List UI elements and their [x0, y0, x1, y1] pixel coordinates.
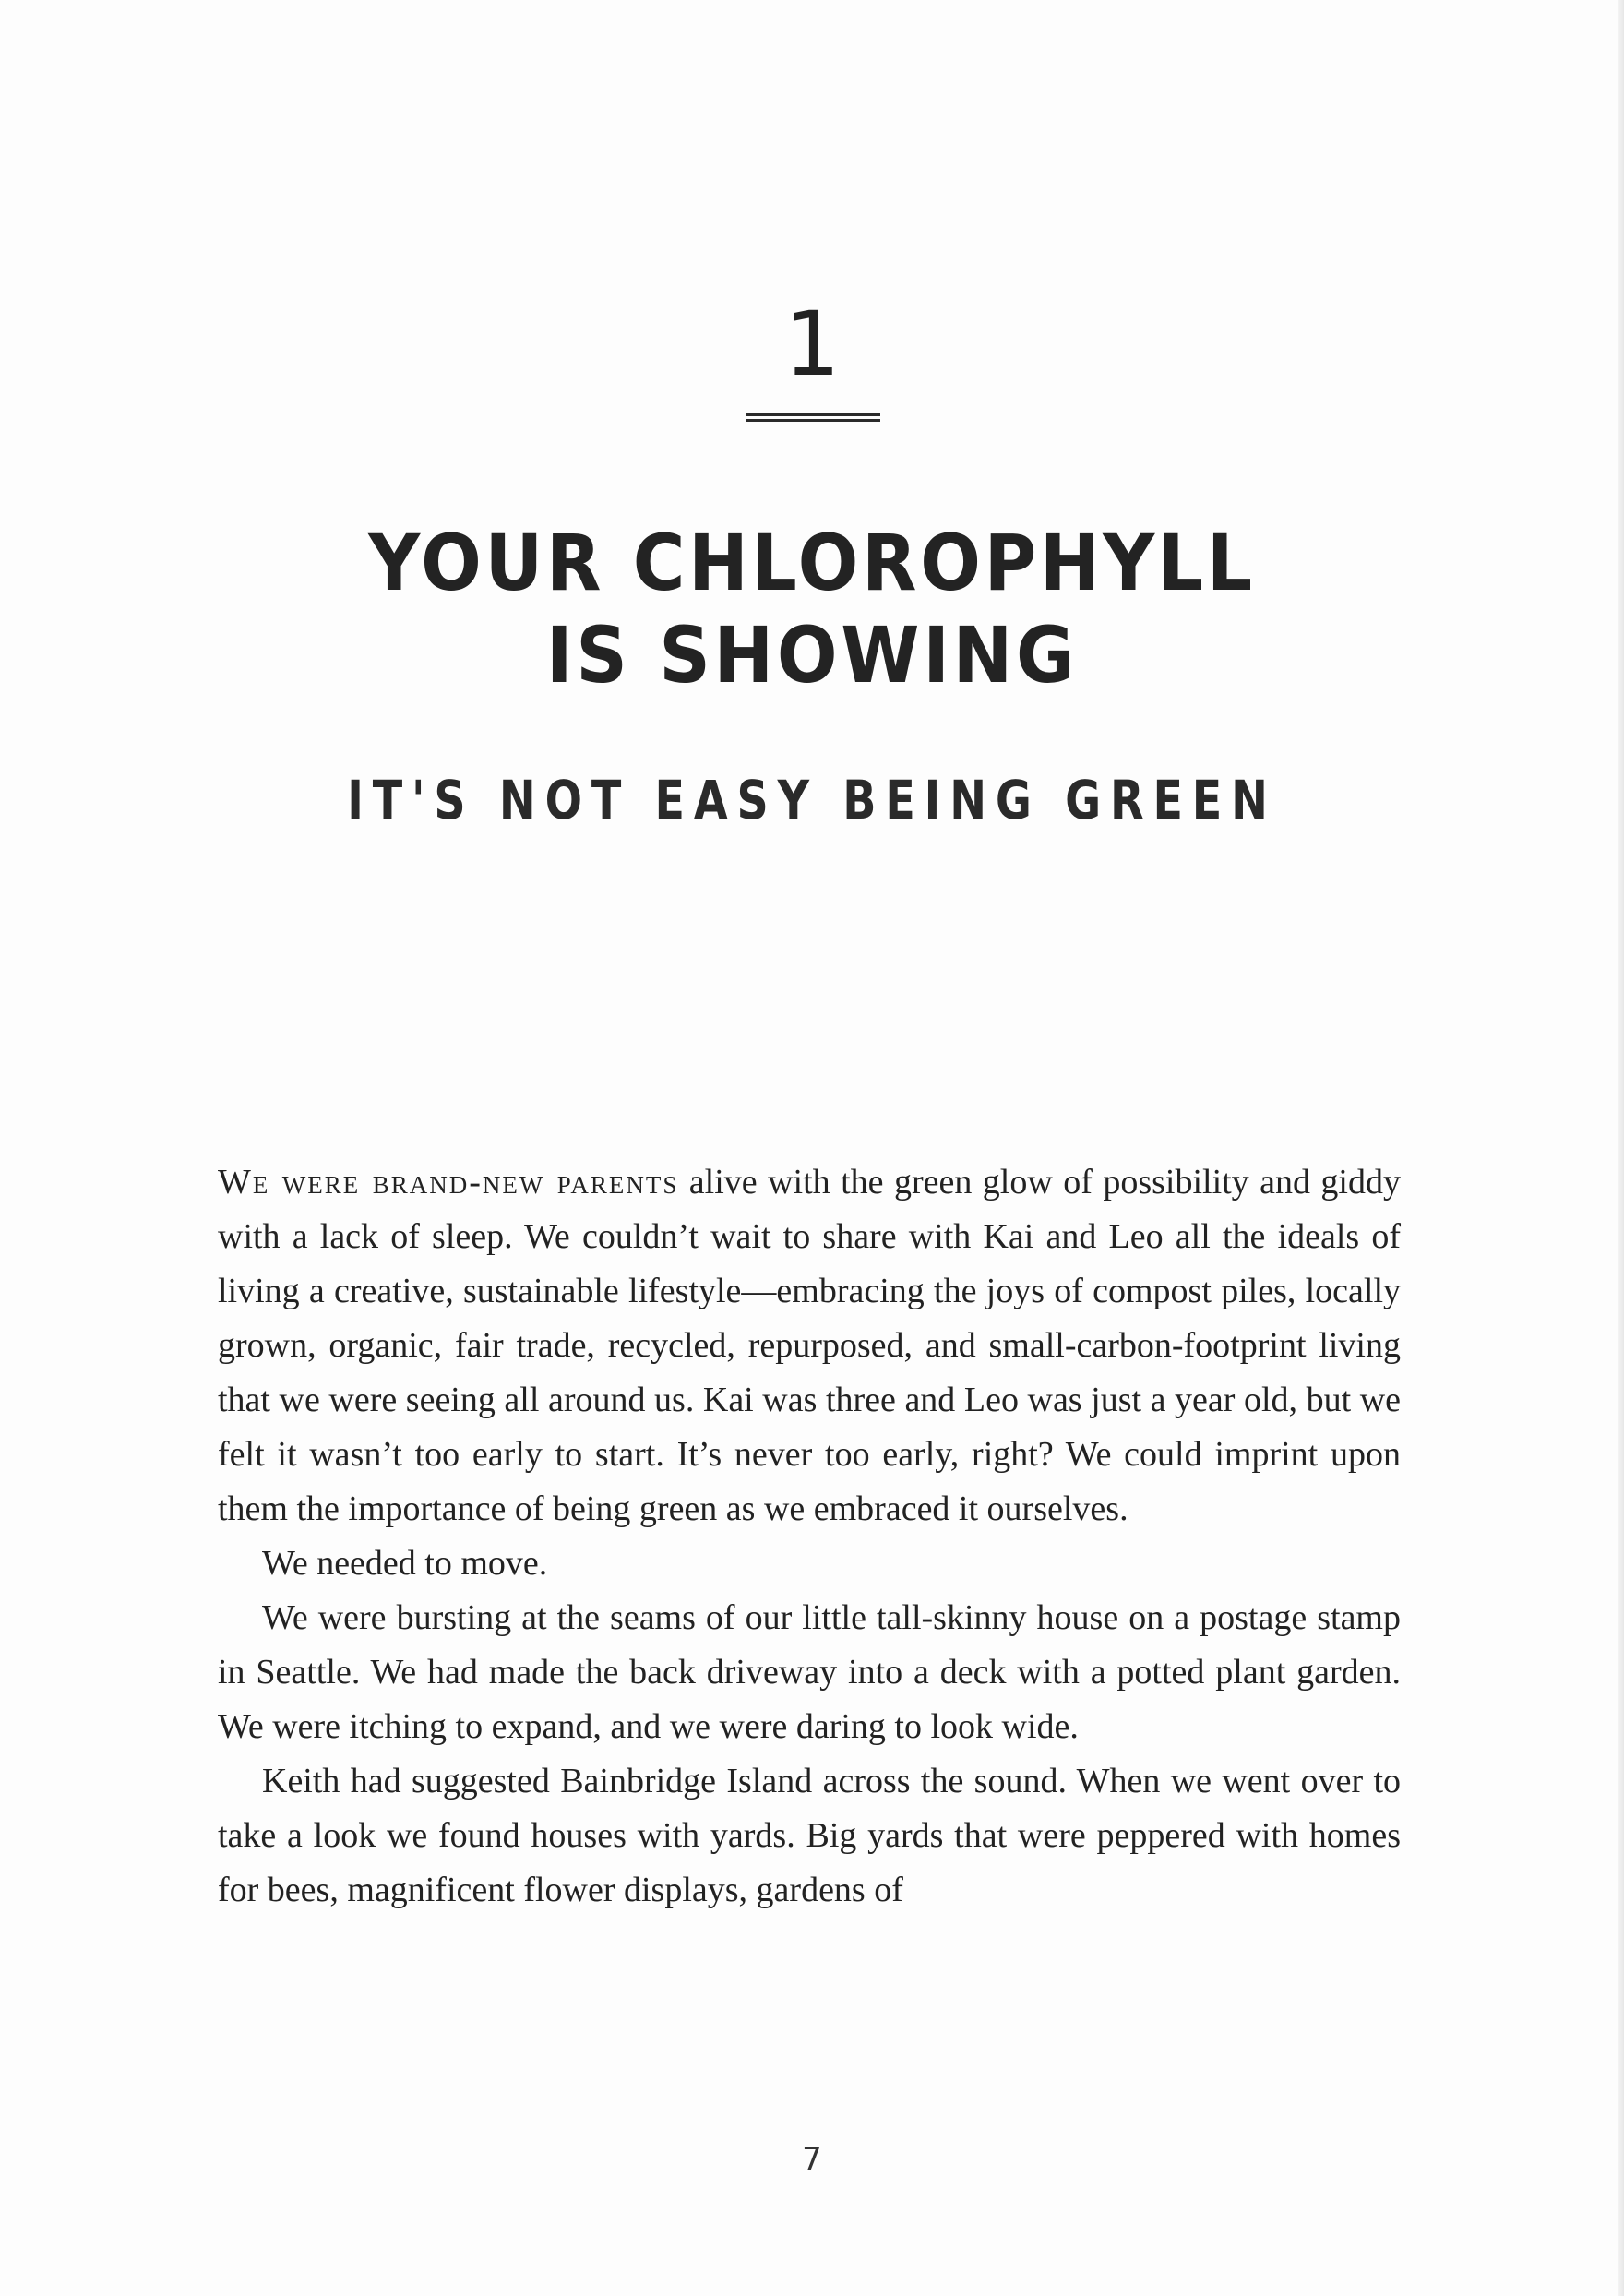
chapter-subtitle: IT'S NOT EASY BEING GREEN	[347, 769, 1277, 831]
paragraph-2: We needed to move.	[262, 1544, 548, 1583]
paragraph-1	[218, 1155, 1401, 1537]
lead-in-smallcaps: We were brand-new parents	[218, 1163, 679, 1202]
chapter-title-line-2: IS SHOWING	[545, 610, 1079, 700]
page-edge-shadow	[1618, 0, 1624, 2296]
body-text	[218, 1155, 1401, 1918]
page-number: 7	[802, 2141, 822, 2178]
chapter-number: 1	[783, 293, 841, 396]
chapter-title	[65, 517, 1558, 701]
paragraph-1-text: alive with the green glow of possibility and giddy with a lack of sleep. We couldn’t wait to share with Kai and Leo all the ideals of living a creative, sustainable lifestyle—embracing the joys of compost piles, locally grown, organic, fair trade, recycled, repurposed, and small-carbon-footprint living that we were seeing all around us. Kai was three and Leo was just a year old, but we felt it wasn’t too early to start. It’s never too early, right? We could imprint upon them the importance of being green as we embraced it ourselves.	[218, 1163, 1401, 1528]
paragraph-3: We were bursting at the seams of our little tall-skinny house on a postage stamp in Seattle. We had made the back driveway into a deck with a potted plant garden. We were itching to expand, and we were daring to look wide.	[218, 1598, 1401, 1746]
chapter-title-line-1: YOUR CHLOROPHYLL	[368, 518, 1256, 608]
chapter-divider-rule	[746, 413, 880, 422]
paragraph-4: Keith had suggested Bainbridge Island across the sound. When we went over to take a look we found houses with yards. Big yards that were peppered with homes for bees, magnificent flower displays, gardens of	[218, 1762, 1401, 1909]
